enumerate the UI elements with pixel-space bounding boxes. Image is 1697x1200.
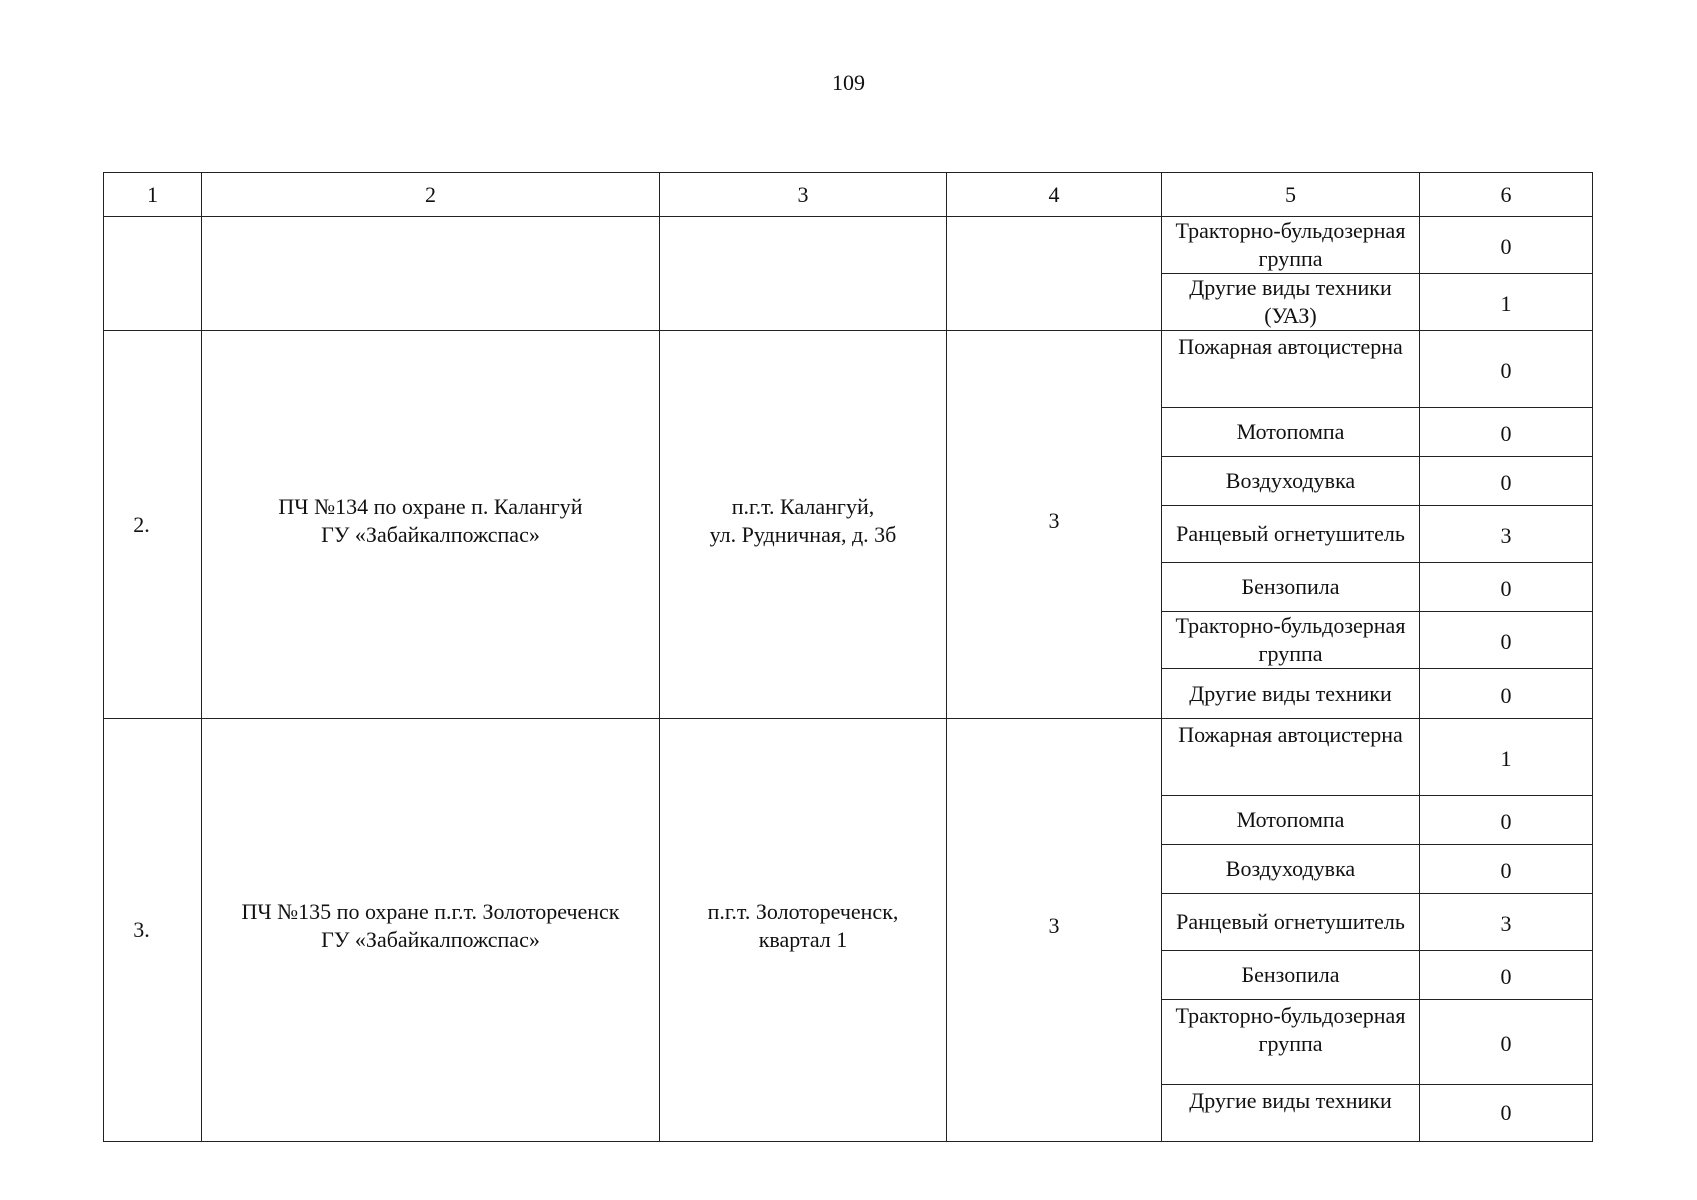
header-cell: 4: [947, 173, 1162, 217]
equipment-name: Пожарная автоцистерна: [1162, 719, 1420, 796]
header-cell: 2: [202, 173, 660, 217]
equipment-qty: 0: [1420, 669, 1593, 719]
equipment-name: Другие виды техники: [1162, 1085, 1420, 1142]
address-line: ул. Рудничная, д. 3б: [709, 521, 897, 547]
equipment-name: Тракторно-бульдозерная группа: [1162, 1000, 1420, 1085]
personnel-count: 3: [947, 719, 1162, 1142]
entry-number: 2.: [104, 331, 202, 719]
equipment-qty: 0: [1420, 457, 1593, 506]
address-line: п.г.т. Калангуй,: [731, 493, 875, 519]
page-number: 109: [832, 70, 865, 95]
unit-name-line: ГУ «Забайкалпожспас»: [321, 927, 540, 952]
unit-name-line: ПЧ №134 по охране п. Калангуй: [278, 493, 583, 519]
equipment-name: Ранцевый огнетушитель: [1162, 894, 1420, 951]
equipment-name: Бензопила: [1162, 563, 1420, 612]
table-header-row: [104, 173, 1593, 217]
equipment-name: Тракторно-бульдозерная группа: [1162, 217, 1420, 274]
table-row: [104, 719, 1593, 796]
equipment-qty: 0: [1420, 1000, 1593, 1085]
equipment-qty: 0: [1420, 845, 1593, 894]
address-line: квартал 1: [758, 927, 848, 952]
header-cell: 1: [104, 173, 202, 217]
equipment-qty: 0: [1420, 612, 1593, 669]
equipment-qty: 1: [1420, 719, 1593, 796]
unit-name-line: ГУ «Забайкалпожспас»: [321, 521, 540, 547]
unit-address: [660, 719, 947, 1142]
empty-cell: [947, 217, 1162, 331]
unit-name: [202, 331, 660, 719]
equipment-qty: 0: [1420, 563, 1593, 612]
entry-number: 3.: [104, 719, 202, 1142]
equipment-name: Мотопомпа: [1162, 796, 1420, 845]
equipment-qty: 3: [1420, 506, 1593, 563]
header-cell: 3: [660, 173, 947, 217]
equipment-qty: 3: [1420, 894, 1593, 951]
equipment-name: Ранцевый огнетушитель: [1162, 506, 1420, 563]
empty-cell: [202, 217, 660, 331]
equipment-qty: 0: [1420, 217, 1593, 274]
unit-name: [202, 719, 660, 1142]
equipment-name: Тракторно-бульдозерная группа: [1162, 612, 1420, 669]
header-cell: 5: [1162, 173, 1420, 217]
personnel-count: 3: [947, 331, 1162, 719]
equipment-name: Пожарная автоцистерна: [1162, 331, 1420, 408]
header-cell: 6: [1420, 173, 1593, 217]
equipment-qty: 0: [1420, 1085, 1593, 1142]
equipment-name: Воздуходувка: [1162, 457, 1420, 506]
address-line: п.г.т. Золотореченск,: [707, 899, 899, 924]
equipment-name: Воздуходувка: [1162, 845, 1420, 894]
equipment-name: Другие виды техники (УАЗ): [1162, 274, 1420, 331]
unit-address: [660, 331, 947, 719]
equipment-qty: 0: [1420, 331, 1593, 408]
unit-name-line: ПЧ №135 по охране п.г.т. Золотореченск: [241, 899, 620, 924]
equipment-qty: 0: [1420, 408, 1593, 457]
equipment-name: Другие виды техники: [1162, 669, 1420, 719]
equipment-qty: 0: [1420, 796, 1593, 845]
equipment-qty: 0: [1420, 951, 1593, 1000]
empty-cell: [660, 217, 947, 331]
equipment-name: Бензопила: [1162, 951, 1420, 1000]
table-row: [104, 217, 1593, 274]
equipment-name: Мотопомпа: [1162, 408, 1420, 457]
equipment-qty: 1: [1420, 274, 1593, 331]
table-row: [104, 331, 1593, 408]
equipment-table: [103, 172, 1593, 1142]
empty-cell: [104, 217, 202, 331]
